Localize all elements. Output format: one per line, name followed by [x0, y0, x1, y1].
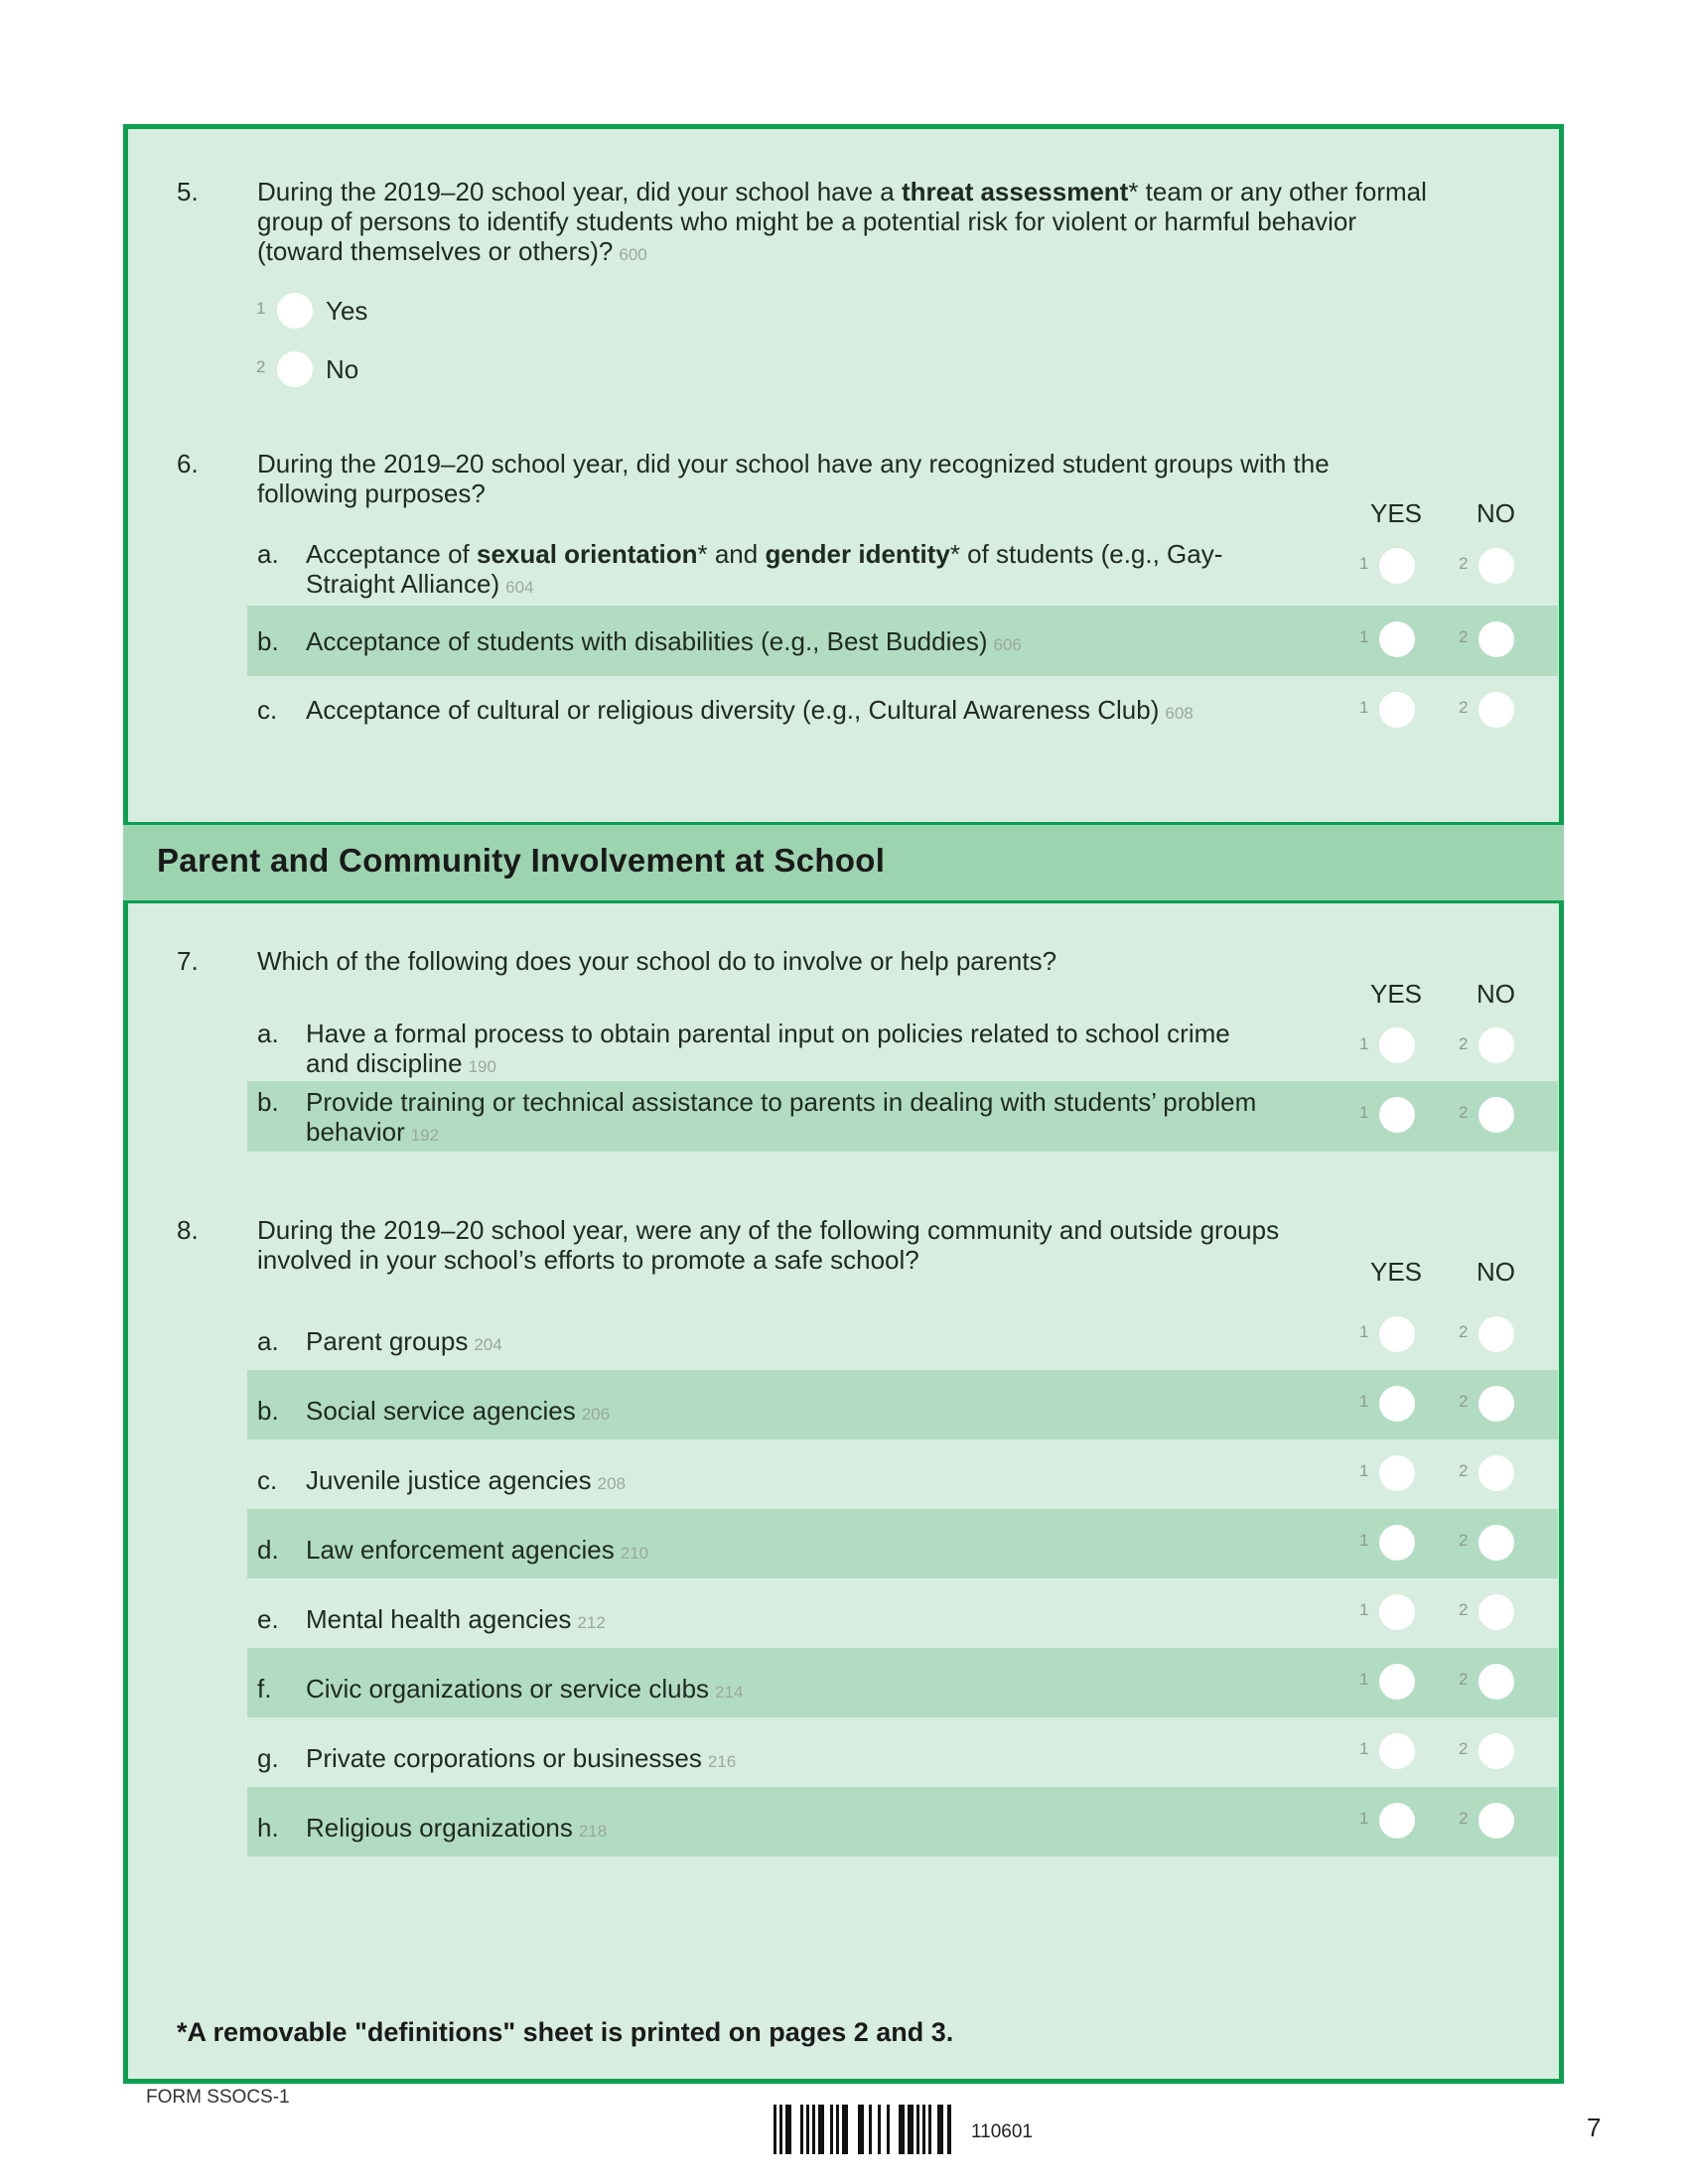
- question-5-text-part: During the 2019–20 school year, did your school have a: [257, 177, 902, 206]
- no-number: 2: [1459, 698, 1469, 717]
- no-column-header: NO: [1477, 1257, 1515, 1287]
- q8-item-c: [247, 1439, 1558, 1509]
- item-letter: h.: [257, 1813, 279, 1843]
- q8-item-b: [247, 1370, 1558, 1439]
- q7-item-b: [247, 1081, 1558, 1152]
- yes-number: 1: [1359, 1670, 1369, 1689]
- item-letter: a.: [257, 539, 279, 569]
- no-number: 2: [1459, 1322, 1469, 1341]
- barcode-bar: [869, 2105, 872, 2154]
- item-letter: e.: [257, 1604, 279, 1634]
- item-text: [306, 1019, 1259, 1082]
- yes-radio[interactable]: [1379, 621, 1415, 657]
- item-text-part: Civic organizations or service clubs: [306, 1674, 710, 1704]
- q8-item-f: [247, 1648, 1558, 1717]
- yes-radio[interactable]: [1379, 1027, 1415, 1063]
- item-text-part: Provide training or technical assistance to parents in dealing with students’ problem behavior: [306, 1087, 1257, 1147]
- item-text-part: Private corporations or businesses: [306, 1743, 702, 1773]
- q8-item-d: [247, 1509, 1558, 1578]
- question-8-text: During the 2019–20 school year, were any of the following community and outside groups involved in your school’s efforts to promote a safe school?: [257, 1215, 1280, 1275]
- no-radio[interactable]: [1478, 548, 1514, 584]
- barcode-bar: [878, 2105, 881, 2154]
- item-code: 216: [707, 1752, 737, 1771]
- item-text-part: Acceptance of students with disabilities (e.g., Best Buddies): [306, 626, 988, 656]
- yes-number: 1: [1359, 1600, 1369, 1619]
- yes-number: 1: [1359, 698, 1369, 717]
- item-text: [306, 1674, 1249, 1707]
- item-letter: f.: [257, 1674, 272, 1704]
- term-gender-identity: gender identity: [765, 539, 950, 569]
- barcode-bar: [836, 2105, 839, 2154]
- no-radio[interactable]: [1478, 1027, 1514, 1063]
- q5-yes-label: Yes: [326, 296, 368, 326]
- no-number: 2: [1459, 1531, 1469, 1550]
- item-code: 206: [581, 1405, 611, 1424]
- item-text-part: Parent groups: [306, 1326, 469, 1356]
- item-text-part: Acceptance of cultural or religious diversity (e.g., Cultural Awareness Club): [306, 695, 1160, 725]
- no-radio[interactable]: [1478, 1097, 1514, 1133]
- yes-number: 1: [1359, 1392, 1369, 1411]
- barcode-bar: [842, 2105, 848, 2154]
- item-text-part: Religious organizations: [306, 1813, 573, 1843]
- no-radio[interactable]: [1478, 692, 1514, 728]
- barcode-bar: [806, 2105, 809, 2154]
- barcode-bar: [785, 2105, 791, 2154]
- barcode-bar: [887, 2105, 890, 2154]
- yes-number: 1: [1359, 1103, 1369, 1122]
- yes-radio[interactable]: [1379, 1594, 1415, 1630]
- item-code: 190: [468, 1057, 496, 1076]
- item-text-part: Mental health agencies: [306, 1604, 572, 1634]
- yes-column-header: YES: [1370, 1257, 1423, 1287]
- q7-item-a: [247, 1011, 1558, 1081]
- no-column-header: NO: [1477, 498, 1515, 528]
- no-number: 2: [1459, 1103, 1469, 1122]
- no-number: 2: [1459, 554, 1469, 573]
- item-text: [306, 1813, 1249, 1846]
- yes-number: 1: [1359, 1034, 1369, 1053]
- no-number: 2: [1459, 1809, 1469, 1828]
- item-code: 606: [993, 635, 1022, 654]
- barcode-bar: [916, 2105, 919, 2154]
- yes-number: 1: [1359, 554, 1369, 573]
- no-number: 2: [1459, 1600, 1469, 1619]
- q6-item-a: [247, 526, 1558, 606]
- item-text: [306, 626, 1249, 660]
- item-code: 208: [597, 1474, 626, 1493]
- item-code: 218: [578, 1822, 608, 1841]
- yes-radio[interactable]: [1379, 1733, 1415, 1769]
- barcode-bar: [812, 2105, 815, 2154]
- barcode: [774, 2105, 952, 2154]
- no-number: 2: [1459, 1461, 1469, 1480]
- term-sexual-orientation: sexual orientation: [477, 539, 698, 569]
- no-radio[interactable]: [1478, 1525, 1514, 1561]
- page-number: 7: [1587, 2113, 1602, 2142]
- yes-radio[interactable]: [1379, 1664, 1415, 1700]
- item-text-part: Juvenile justice agencies: [306, 1465, 592, 1495]
- q6-item-b: [247, 606, 1558, 676]
- item-code: 604: [505, 578, 534, 597]
- barcode-bar: [947, 2105, 951, 2154]
- no-number: 2: [1459, 1670, 1469, 1689]
- option-number: 1: [256, 299, 266, 318]
- item-letter: c.: [257, 1465, 278, 1495]
- barcode-bar: [800, 2105, 803, 2154]
- no-radio[interactable]: [1478, 1594, 1514, 1630]
- yes-number: 1: [1359, 1809, 1369, 1828]
- q8-item-h: [247, 1787, 1558, 1856]
- item-letter: a.: [257, 1019, 279, 1048]
- yes-number: 1: [1359, 1739, 1369, 1758]
- no-column-header: NO: [1477, 979, 1515, 1009]
- item-code: 214: [715, 1683, 744, 1702]
- item-letter: d.: [257, 1535, 279, 1565]
- barcode-bar: [908, 2105, 914, 2154]
- question-8-number: 8.: [177, 1215, 199, 1245]
- no-radio[interactable]: [1478, 1316, 1514, 1352]
- item-text-part: * and: [697, 539, 766, 569]
- item-code: 204: [474, 1335, 502, 1354]
- no-radio[interactable]: [1478, 1733, 1514, 1769]
- item-text-part: Social service agencies: [306, 1396, 576, 1426]
- item-text: [306, 1535, 1249, 1569]
- barcode-bar: [922, 2105, 925, 2154]
- yes-radio[interactable]: [1379, 548, 1415, 584]
- form-id: FORM SSOCS-1: [146, 2087, 290, 2108]
- yes-radio[interactable]: [1379, 1097, 1415, 1133]
- q8-item-a: [247, 1300, 1558, 1370]
- barcode-bar: [830, 2105, 833, 2154]
- barcode-bar: [899, 2105, 905, 2154]
- no-radio[interactable]: [1478, 1803, 1514, 1839]
- item-code: 600: [619, 245, 647, 264]
- q6-item-c: [247, 676, 1558, 746]
- item-code: 608: [1165, 704, 1194, 723]
- barcode-bar: [779, 2105, 782, 2154]
- item-text: [306, 1465, 1249, 1499]
- item-text: [306, 695, 1348, 729]
- term-threat-assessment: threat assessment: [901, 177, 1129, 206]
- item-text-part: Have a formal process to obtain parental input on policies related to school crime and discipline: [306, 1019, 1230, 1078]
- q5-yes-radio[interactable]: [277, 293, 313, 329]
- yes-number: 1: [1359, 1531, 1369, 1550]
- item-letter: c.: [257, 695, 278, 725]
- q5-no-radio[interactable]: [277, 351, 313, 387]
- item-letter: b.: [257, 1087, 279, 1117]
- item-text-part: * of students (e.g., Gay-Straight Alliance): [306, 539, 1223, 599]
- yes-number: 1: [1359, 627, 1369, 646]
- item-text-part: Law enforcement agencies: [306, 1535, 615, 1565]
- no-number: 2: [1459, 627, 1469, 646]
- yes-number: 1: [1359, 1461, 1369, 1480]
- no-radio[interactable]: [1478, 1664, 1514, 1700]
- q5-no-label: No: [326, 354, 359, 384]
- item-text-part: Acceptance of: [306, 539, 477, 569]
- item-letter: g.: [257, 1743, 279, 1773]
- item-code: 192: [410, 1126, 440, 1145]
- yes-radio[interactable]: [1379, 1455, 1415, 1491]
- question-7-number: 7.: [177, 946, 199, 976]
- item-letter: a.: [257, 1326, 279, 1356]
- item-text: [306, 1743, 1249, 1777]
- barcode-bar: [818, 2105, 824, 2154]
- item-code: 212: [577, 1613, 606, 1632]
- question-7-text: Which of the following does your school do to involve or help parents?: [257, 946, 1057, 976]
- item-text: [306, 1396, 1249, 1430]
- yes-radio[interactable]: [1379, 1316, 1415, 1352]
- question-6-text: During the 2019–20 school year, did your school have any recognized student groups with the following purposes?: [257, 449, 1330, 508]
- item-text: [306, 539, 1259, 603]
- option-number: 2: [256, 357, 266, 376]
- item-letter: b.: [257, 1396, 279, 1426]
- question-5-number: 5.: [177, 177, 199, 206]
- item-letter: b.: [257, 626, 279, 656]
- no-radio[interactable]: [1478, 1386, 1514, 1422]
- yes-radio[interactable]: [1379, 1386, 1415, 1422]
- barcode-bar: [858, 2105, 864, 2154]
- no-number: 2: [1459, 1392, 1469, 1411]
- q8-item-e: [247, 1578, 1558, 1648]
- barcode-bar: [774, 2105, 776, 2154]
- barcode-bar: [937, 2105, 943, 2154]
- yes-number: 1: [1359, 1322, 1369, 1341]
- item-text: [306, 1326, 1249, 1360]
- yes-column-header: YES: [1370, 498, 1423, 528]
- no-radio[interactable]: [1478, 1455, 1514, 1491]
- yes-radio[interactable]: [1379, 1803, 1415, 1839]
- no-number: 2: [1459, 1034, 1469, 1053]
- item-code: 210: [620, 1544, 649, 1563]
- yes-radio[interactable]: [1379, 1525, 1415, 1561]
- question-6-number: 6.: [177, 449, 199, 478]
- definitions-footnote: *A removable "definitions" sheet is printed on pages 2 and 3.: [177, 2017, 954, 2047]
- item-text: [306, 1087, 1259, 1151]
- section-title: Parent and Community Involvement at School: [157, 842, 886, 879]
- barcode-bar: [928, 2105, 931, 2154]
- question-5-text-part: * team or any other formal group of persons to identify students who might be a potential risk for violent or harmful behavior (toward themselves or others)?: [257, 177, 1427, 266]
- question-5-text: [257, 177, 1449, 270]
- yes-radio[interactable]: [1379, 692, 1415, 728]
- no-radio[interactable]: [1478, 621, 1514, 657]
- item-text: [306, 1604, 1249, 1638]
- barcode-number: 110601: [971, 2121, 1033, 2142]
- yes-column-header: YES: [1370, 979, 1423, 1009]
- no-number: 2: [1459, 1739, 1469, 1758]
- q8-item-g: [247, 1717, 1558, 1787]
